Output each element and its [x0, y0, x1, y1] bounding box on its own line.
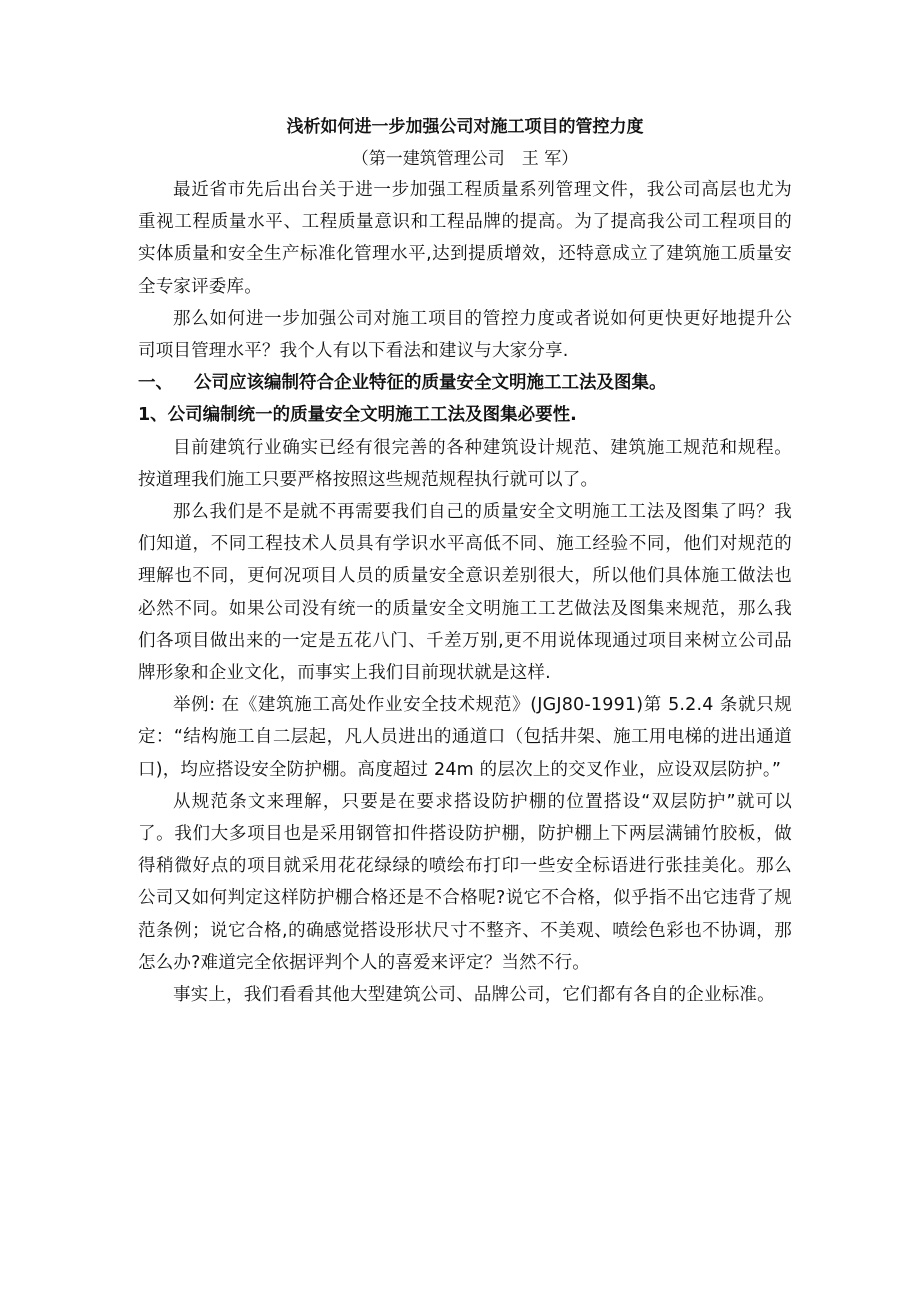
subsection-heading-1: 1、公司编制统一的质量安全文明施工工法及图集必要性.: [138, 405, 577, 426]
paragraph-interpretation: 从规范条文来理解，只要是在要求搭设防护棚的位置搭设“双层防护”就可以了。我们大多项目也是采用钢管扣件搭设防护棚，防护棚上下两层满铺竹胶板，做得稍微好点的项目就采用花花绿绿的喷绘布打印一些安全标语进行张挂美化。那么公司又如何判定这样防护棚合格还是不合格呢?说它不合格，似乎指不出它违背了规范条例；说它合格,的确感觉搭设形状尺寸不整齐、不美观、喷绘色彩也不协调，那怎么办?难道完全依据评判个人的喜爱来评定？当然不行。: [138, 791, 792, 973]
paragraph-fact: 事实上，我们看看其他大型建筑公司、品牌公司，它们都有各自的企业标准。: [173, 985, 775, 1006]
paragraph-intro: 最近省市先后出台关于进一步加强工程质量系列管理文件，我公司高层也尤为重视工程质量水平、工程质量意识和工程品牌的提高。为了提高我公司工程项目的实体质量和安全生产标准化管理水平,达到提质增效，还特意成立了建筑施工质量安全专家评委库。: [138, 180, 792, 297]
paragraph-question: 那么如何进一步加强公司对施工项目的管控力度或者说如何更快更好地提升公司项目管理水平？我个人有以下看法和建议与大家分享.: [138, 308, 792, 362]
document-title: 浅析如何进一步加强公司对施工项目的管控力度: [286, 117, 644, 137]
section-heading-text: 公司应该编制符合企业特征的质量安全文明施工工法及图集。: [194, 373, 667, 394]
document-page: [138, 114, 792, 1011]
document-author-line: （第一建筑管理公司 王 军）: [351, 149, 579, 169]
paragraph-necessity: 那么我们是不是就不再需要我们自己的质量安全文明施工工法及图集了吗？我们知道，不同工程技术人员具有学识水平高低不同、施工经验不同，他们对规范的理解也不同，更何况项目人员的质量安全意识差别很大，所以他们具体施工做法也必然不同。如果公司没有统一的质量安全文明施工工艺做法及图集来规范，那么我们各项目做出来的一定是五花八门、千差万别,更不用说体现通过项目来树立公司品牌形象和企业文化，而事实上我们目前现状就是这样.: [138, 502, 792, 684]
paragraph-current-standards: 目前建筑行业确实已经有很完善的各种建筑设计规范、建筑施工规范和规程。按道理我们施工只要严格按照这些规范规程执行就可以了。: [138, 437, 792, 490]
section-heading-number: 一、: [138, 373, 173, 394]
paragraph-example: 举例: 在《建筑施工高处作业安全技术规范》(JGJ80-1991)第 5.2.4 条就只规定：“结构施工自二层起，凡人员进出的通道口（包括井架、施工用电梯的进出通道口)，均应搭设安全防护棚。高度超过 24m 的层次上的交叉作业，应设双层防护。”: [138, 695, 792, 780]
section-heading-1: [138, 367, 792, 399]
